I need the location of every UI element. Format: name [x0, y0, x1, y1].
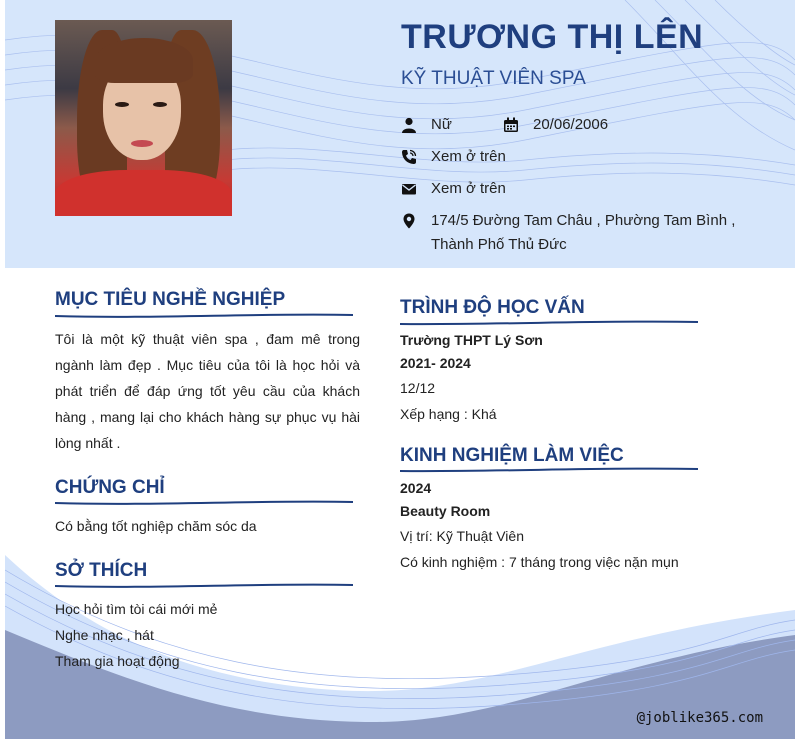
hobby-item: Học hỏi tìm tòi cái mới mẻ [55, 601, 218, 617]
education-years: 2021- 2024 [400, 355, 471, 371]
certificates-underline [55, 499, 355, 507]
objective-text: Tôi là một kỹ thuật viên spa , đam mê trong ngành làm đẹp . Mục tiêu của tôi là học hỏi và phát triển để đáp ứng tốt yêu cầu của khách hàng , mang lại cho khách hàng sự phục vụ hài lòng nhất . [55, 331, 360, 451]
education-underline [400, 319, 700, 327]
experience-title: KINH NGHIỆM LÀM VIỆC [400, 445, 624, 466]
certificates-title: CHỨNG CHỈ [55, 477, 165, 498]
gender-row [401, 116, 452, 137]
email-row [401, 180, 506, 201]
watermark: @joblike365.com [636, 710, 763, 726]
experience-detail: Có kinh nghiệm : 7 tháng trong việc nặn mụn [400, 554, 679, 570]
phone-value: Xem ở trên [431, 148, 506, 165]
profile-photo [55, 20, 232, 216]
envelope-icon [401, 181, 417, 197]
hobbies-underline [55, 582, 355, 590]
address-value [431, 209, 735, 257]
experience-company: Beauty Room [400, 503, 491, 519]
phone-row [401, 148, 506, 169]
education-rank: Xếp hạng : Khá [400, 406, 497, 422]
experience-position: Vị trí: Kỹ Thuật Viên [400, 528, 524, 544]
email-value: Xem ở trên [431, 180, 506, 197]
hobby-item: Tham gia hoạt động [55, 653, 180, 669]
location-pin-icon [401, 213, 417, 229]
objective-title: MỤC TIÊU NGHỀ NGHIỆP [55, 289, 286, 310]
experience-year: 2024 [400, 480, 432, 496]
calendar-icon [503, 117, 519, 133]
address-line-1: 174/5 Đường Tam Châu , Phường Tam Bình , [431, 212, 736, 229]
certificate-item: Có bằng tốt nghiệp chăm sóc da [55, 518, 257, 534]
objective-underline [55, 312, 355, 320]
cv-page [5, 0, 795, 739]
dob-value: 20/06/2006 [533, 116, 609, 133]
cv-header [5, 0, 795, 268]
hobbies-title: SỞ THÍCH [55, 560, 148, 581]
experience-underline [400, 466, 700, 474]
dob-row [503, 116, 608, 137]
gender-value: Nữ [431, 116, 452, 133]
person-icon [401, 117, 417, 133]
job-title: KỸ THUẬT VIÊN SPA [401, 68, 586, 89]
hobby-item: Nghe nhạc , hát [55, 627, 154, 643]
address-row [401, 212, 735, 257]
phone-icon [401, 149, 417, 165]
education-title: TRÌNH ĐỘ HỌC VẤN [400, 297, 585, 318]
school-name: Trường THPT Lý Sơn [400, 332, 543, 348]
education-grade: 12/12 [400, 380, 436, 396]
candidate-name: TRƯƠNG THỊ LÊN [401, 18, 704, 56]
address-line-2: Thành Phố Thủ Đức [431, 236, 567, 253]
